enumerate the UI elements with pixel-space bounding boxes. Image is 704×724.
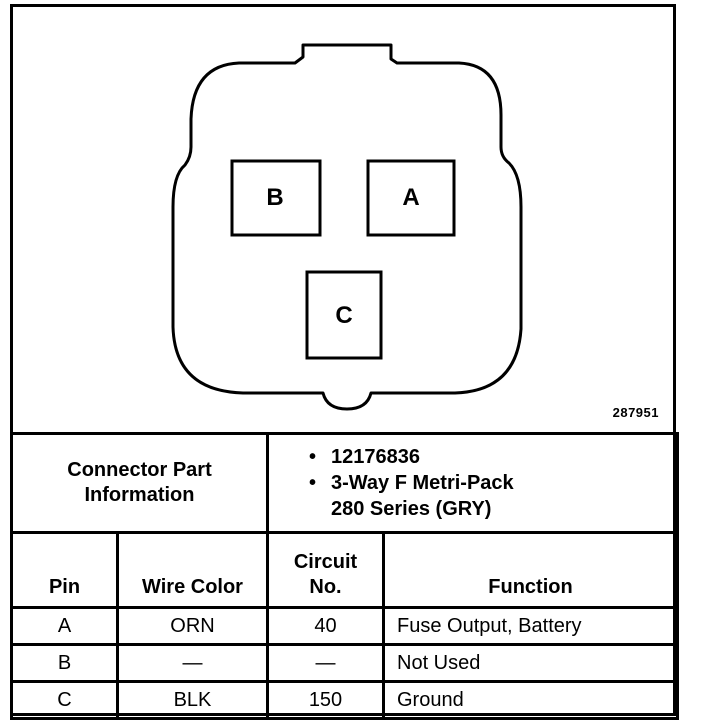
header-pin: Pin <box>12 533 118 608</box>
part-number-text: 12176836 <box>331 446 420 468</box>
connector-part-info-row <box>12 434 678 533</box>
connector-sheet <box>10 4 676 716</box>
cell-pin: B <box>12 645 118 682</box>
connector-info-table <box>10 432 679 720</box>
header-circuit-line1: Circuit <box>293 551 358 573</box>
connector-part-label-line2: Information <box>84 484 195 506</box>
connector-face-drawing <box>13 7 673 433</box>
cell-circuit: 40 <box>268 608 384 645</box>
cell-circuit: 150 <box>268 682 384 719</box>
pin-b-label: B <box>266 184 284 211</box>
pin-a-label: A <box>402 184 420 211</box>
connector-diagram <box>13 7 673 433</box>
table-row <box>12 645 678 682</box>
table-row <box>12 682 678 719</box>
connector-part-number <box>309 444 676 470</box>
bullet-glyph: • <box>309 446 317 468</box>
header-circuit-no <box>268 533 384 608</box>
cell-function: Fuse Output, Battery <box>384 608 678 645</box>
connector-part-info-label <box>12 434 268 533</box>
cell-pin: A <box>12 608 118 645</box>
header-circuit-line2: No. <box>309 576 342 598</box>
cell-wire-color: ORN <box>118 608 268 645</box>
cell-circuit: — <box>268 645 384 682</box>
connector-part-list <box>309 444 676 522</box>
figure-number: 287951 <box>612 405 659 420</box>
bullet-glyph: • <box>309 472 317 494</box>
connector-type-line1: 3-Way F Metri-Pack <box>331 472 514 494</box>
connector-part-info-values <box>268 434 678 533</box>
table-row <box>12 608 678 645</box>
pin-c-label: C <box>335 302 353 329</box>
cell-wire-color: BLK <box>118 682 268 719</box>
connector-housing-outline <box>173 45 521 409</box>
cell-wire-color: — <box>118 645 268 682</box>
connector-type <box>309 470 676 522</box>
header-function: Function <box>384 533 678 608</box>
connector-part-label-line1: Connector Part <box>67 459 212 481</box>
table-header-row <box>12 533 678 608</box>
cell-function: Ground <box>384 682 678 719</box>
cell-function: Not Used <box>384 645 678 682</box>
header-wire-color: Wire Color <box>118 533 268 608</box>
cell-pin: C <box>12 682 118 719</box>
connector-type-line2: 280 Series (GRY) <box>331 498 492 520</box>
